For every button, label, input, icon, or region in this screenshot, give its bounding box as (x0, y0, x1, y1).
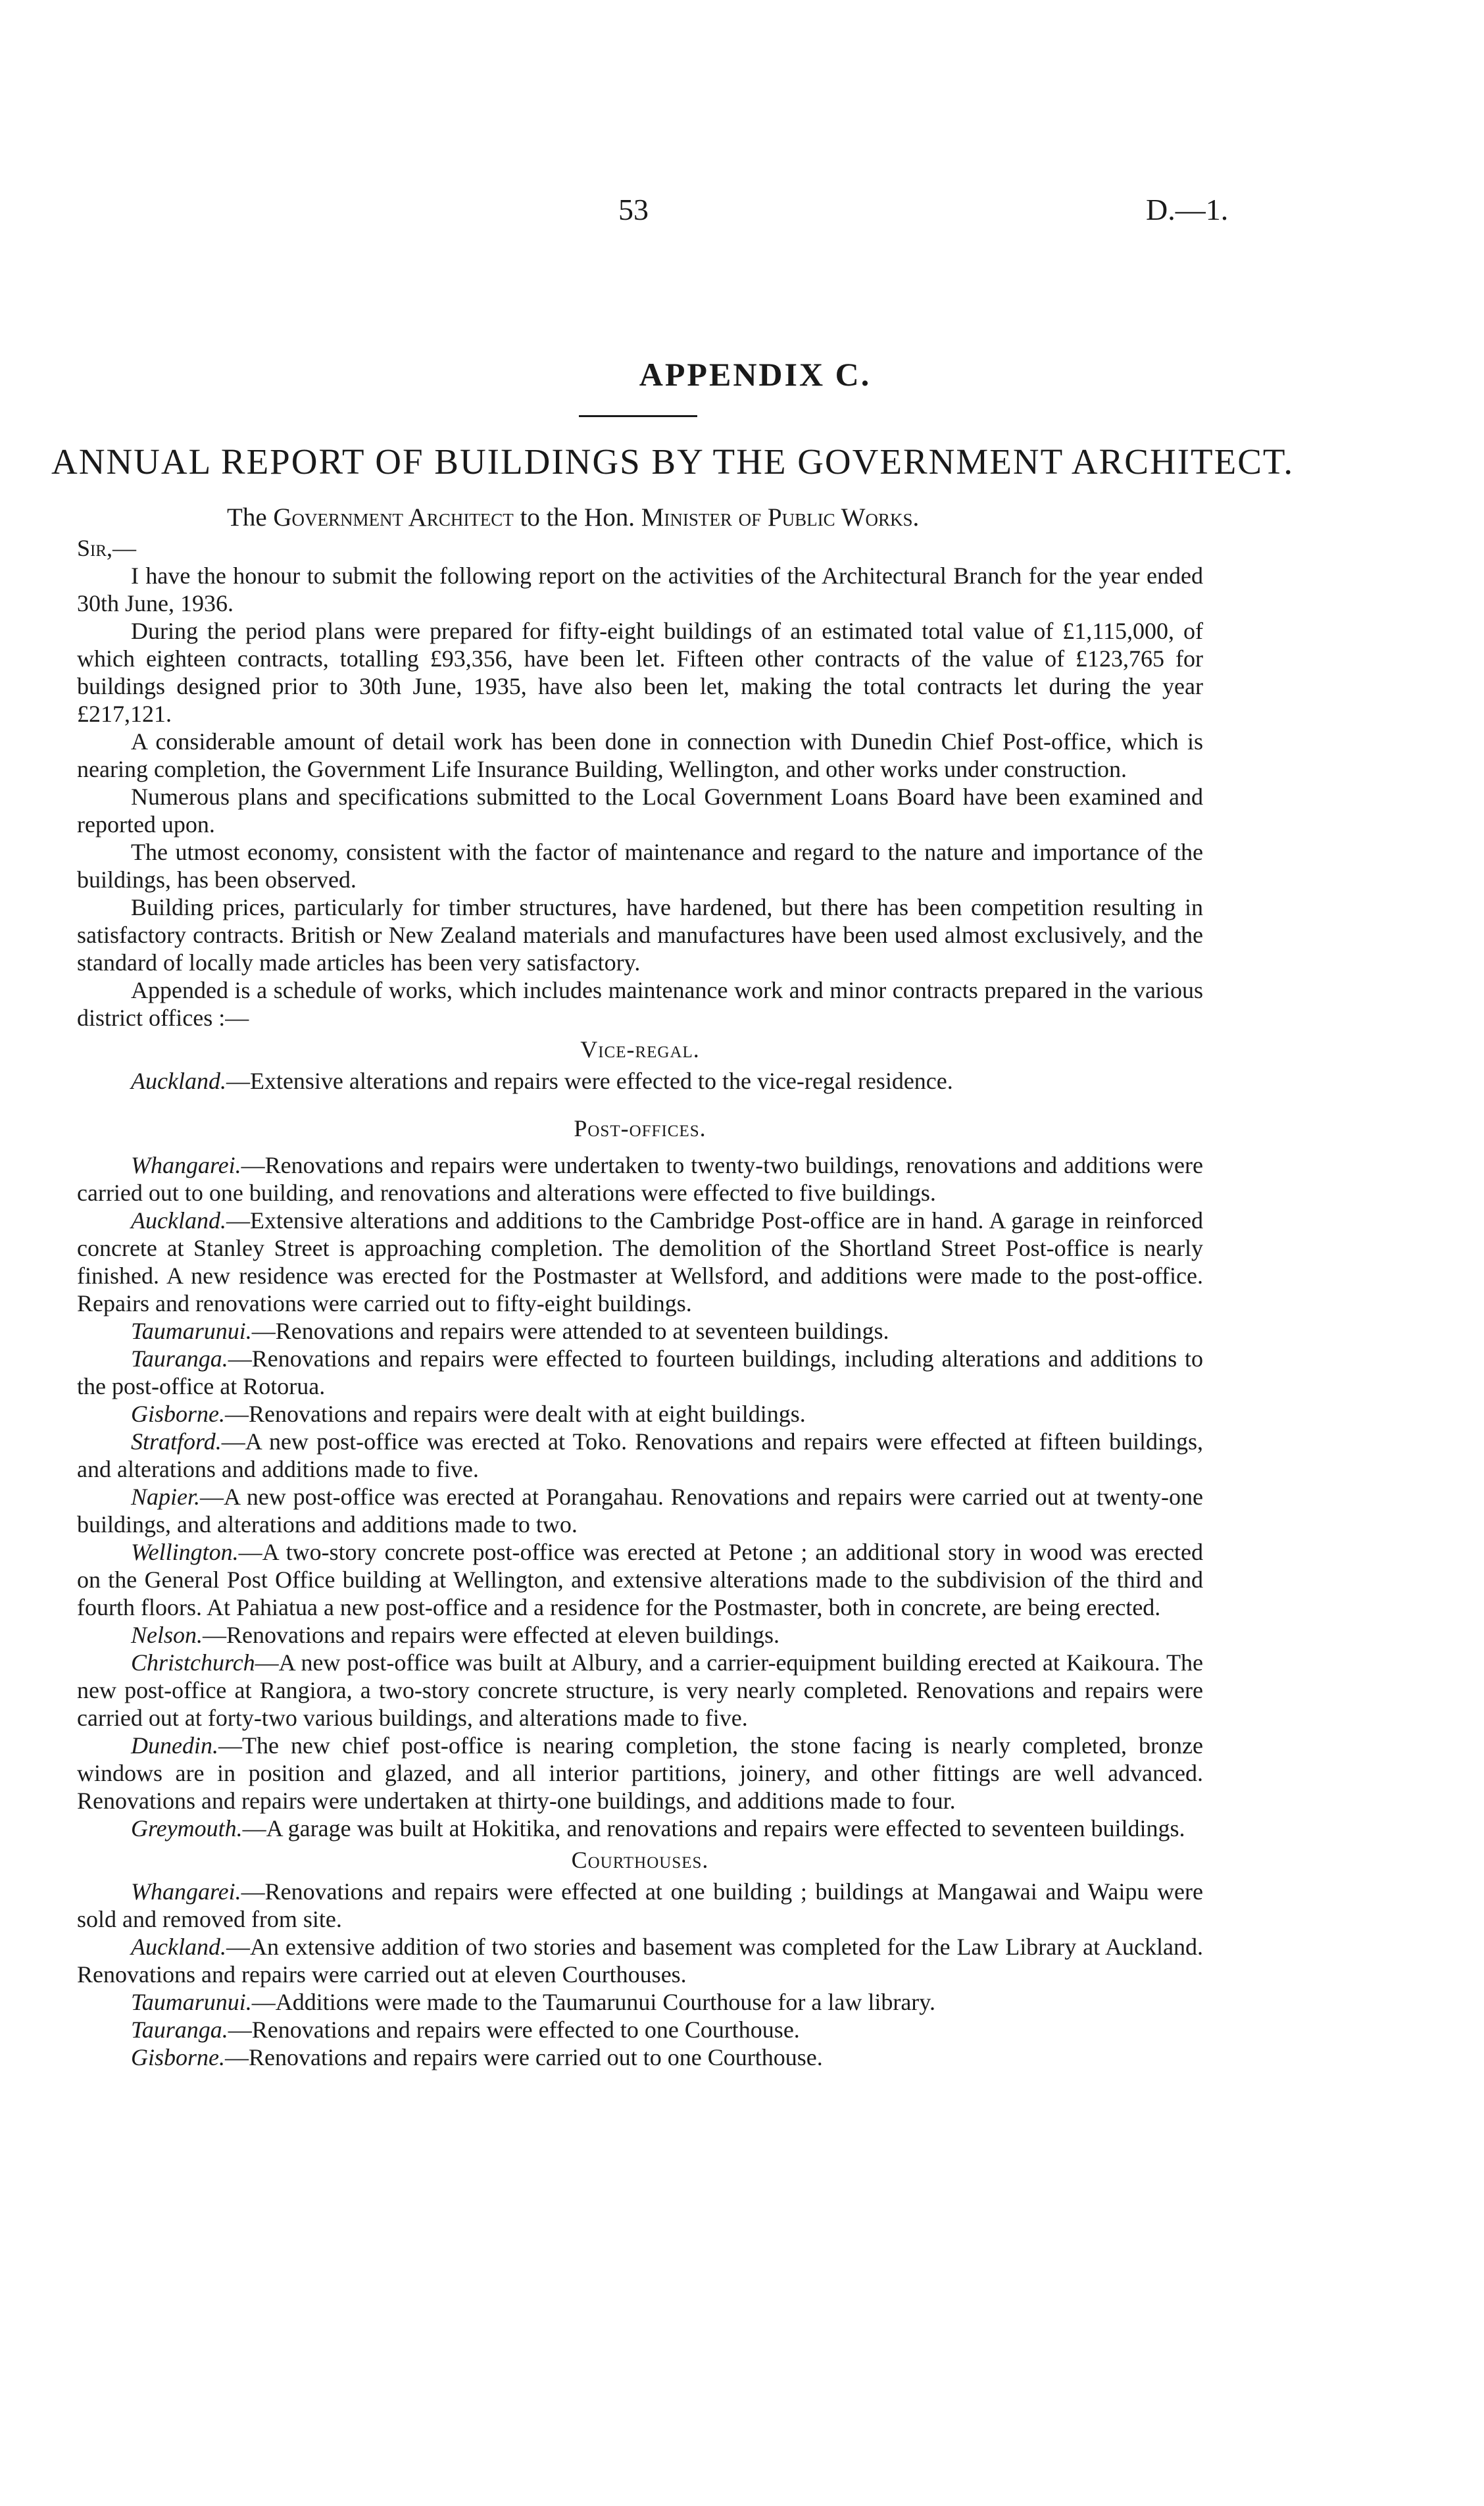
entry (77, 1067, 1203, 1095)
intro-paragraph: I have the honour to submit the following report on the activities of the Architectural Branch for the year ended 30th June, 1936. (77, 563, 1203, 616)
district-name: Nelson. (131, 1622, 203, 1648)
district-name: Greymouth. (131, 1815, 243, 1842)
district-name: Christchurch (131, 1649, 255, 1676)
entry (77, 1345, 1203, 1400)
district-name: Taumarunui. (131, 1318, 252, 1344)
entry-text: —Renovations and repairs were undertaken to twenty-two buildings, renovations and additions were carried out to one building, and renovations and alterations were effected to five buildings. (77, 1152, 1203, 1206)
intro-paragraph: Building prices, particularly for timber structures, have hardened, but there has been competition resulting in satisfactory contracts. British or New Zealand materials and manufactures have been used almost exclusively, and the standard of locally made articles has been very satisfactory. (77, 894, 1203, 976)
document-reference: D.—1. (1146, 193, 1229, 226)
entry (77, 1933, 1203, 1988)
entry (77, 2016, 1203, 2043)
entry-text: —Renovations and repairs were dealt with at eight buildings. (225, 1401, 806, 1427)
entry-text: —An extensive addition of two stories and basement was completed for the Law Library at Auckland. Renovations and repairs were carried out at eleven Courthouses. (77, 1934, 1203, 1988)
district-name: Auckland. (131, 1068, 226, 1094)
entry-text: —The new chief post-office is nearing completion, the stone facing is nearly completed, bronze windows are in position and glazed, and all interior partitions, joinery, and other fittings are well advanced. Renovations and repairs were undertaken at thirty-one buildings, and additions made to four. (77, 1732, 1203, 1814)
entry-text: —Additions were made to the Taumarunui Courthouse for a law library. (251, 1989, 935, 2015)
entry (77, 1988, 1203, 2016)
entry (77, 2043, 1203, 2071)
district-name: Tauranga. (131, 1345, 228, 1372)
section-heading-post-offices: Post-offices. (574, 1115, 706, 1141)
entry-text: —Extensive alterations and additions to the Cambridge Post-office are in hand. A garage in reinforced concrete at Stanley Street is approaching completion. The demolition of the Shortland Street Post-office is nearly finished. A new residence was erected for the Postmaster at Wellsford, and additions were made to the post-office. Repairs and renovations were carried out to fifty-eight buildings. (77, 1207, 1203, 1316)
entry-text: —A new post-office was erected at Toko. Renovations and repairs were effected at fifteen buildings, and alterations and additions made to five. (77, 1428, 1203, 1482)
report-body (77, 534, 1203, 2071)
district-name: Napier. (131, 1484, 201, 1510)
report-title: ANNUAL REPORT OF BUILDINGS BY THE GOVERNMENT ARCHITECT. (51, 441, 1295, 482)
address-line: The Government Architect to the Hon. Minister of Public Works. (227, 503, 920, 532)
entry (77, 1815, 1203, 1842)
entry (77, 1878, 1203, 1933)
entry (77, 1538, 1203, 1621)
entry (77, 1483, 1203, 1538)
entry (77, 1207, 1203, 1317)
district-name: Auckland. (131, 1207, 226, 1234)
district-name: Whangarei. (131, 1152, 241, 1178)
section-heading-courthouses: Courthouses. (571, 1847, 709, 1873)
entry-text: —Renovations and repairs were attended to at seventeen buildings. (251, 1318, 889, 1344)
district-name: Wellington. (131, 1539, 239, 1565)
district-name: Gisborne. (131, 1401, 225, 1427)
title-rule (579, 415, 697, 417)
district-name: Stratford. (131, 1428, 222, 1455)
entry-text: —A two-story concrete post-office was erected at Petone ; an additional story in wood was erected on the General Post Office building at Wellington, and extensive alterations made to the subdivision of the third and fourth floors. At Pahiatua a new post-office and a residence for the Postmaster, both in concrete, are being erected. (77, 1539, 1203, 1620)
entry (77, 1621, 1203, 1649)
entry (77, 1317, 1203, 1345)
intro-paragraph: The utmost economy, consistent with the factor of maintenance and regard to the nature and importance of the buildings, has been observed. (77, 839, 1203, 893)
entry (77, 1400, 1203, 1428)
district-name: Dunedin. (131, 1732, 218, 1759)
district-name: Taumarunui. (131, 1989, 252, 2015)
district-name: Gisborne. (131, 2044, 225, 2070)
entry-text: —Renovations and repairs were carried out to one Courthouse. (225, 2044, 823, 2070)
appendix-title: APPENDIX C. (639, 356, 872, 393)
entry-text: —Renovations and repairs were effected to one Courthouse. (228, 2017, 800, 2043)
entry (77, 1428, 1203, 1483)
entry (77, 1649, 1203, 1732)
entry-text: —Renovations and repairs were effected at one building ; buildings at Mangawai and Waipu were sold and removed from site. (77, 1878, 1203, 1932)
entry-text: —A new post-office was erected at Porangahau. Renovations and repairs were carried out at twenty-one buildings, and alterations and additions made to two. (77, 1484, 1203, 1538)
district-name: Auckland. (131, 1934, 226, 1960)
district-name: Tauranga. (131, 2017, 228, 2043)
entry-text: —Renovations and repairs were effected at eleven buildings. (203, 1622, 780, 1648)
district-name: Whangarei. (131, 1878, 241, 1905)
entry-text: —Renovations and repairs were effected to fourteen buildings, including alterations and additions to the post-office at Rotorua. (77, 1345, 1203, 1399)
entry-text: —Extensive alterations and repairs were effected to the vice-regal residence. (226, 1068, 953, 1094)
intro-paragraph: A considerable amount of detail work has been done in connection with Dunedin Chief Post-office, which is nearing completion, the Government Life Insurance Building, Wellington, and other works under construction. (77, 728, 1203, 782)
entry (77, 1151, 1203, 1207)
intro-paragraph: During the period plans were prepared for fifty-eight buildings of an estimated total value of £1,115,000, of which eighteen contracts, totalling £93,356, have been let. Fifteen other contracts of the value of £123,765 for buildings designed prior to 30th June, 1935, have also been let, making the total contracts let during the year £217,121. (77, 618, 1203, 727)
entry-text: —A new post-office was built at Albury, and a carrier-equipment building erected at Kaikoura. The new post-office at Rangiora, a two-story concrete structure, is very nearly completed. Renovations and repairs were carried out at forty-two various buildings, and alterations made to five. (77, 1649, 1203, 1731)
salutation: Sir,— (77, 535, 137, 561)
page-number: 53 (618, 193, 649, 226)
intro-paragraph: Numerous plans and specifications submitted to the Local Government Loans Board have been examined and reported upon. (77, 784, 1203, 838)
entry-text: —A garage was built at Hokitika, and renovations and repairs were effected to seventeen buildings. (242, 1815, 1185, 1842)
entry (77, 1732, 1203, 1815)
intro-paragraph: Appended is a schedule of works, which includes maintenance work and minor contracts prepared in the various district offices :— (77, 977, 1203, 1031)
section-heading-vice-regal: Vice-regal. (580, 1036, 700, 1063)
